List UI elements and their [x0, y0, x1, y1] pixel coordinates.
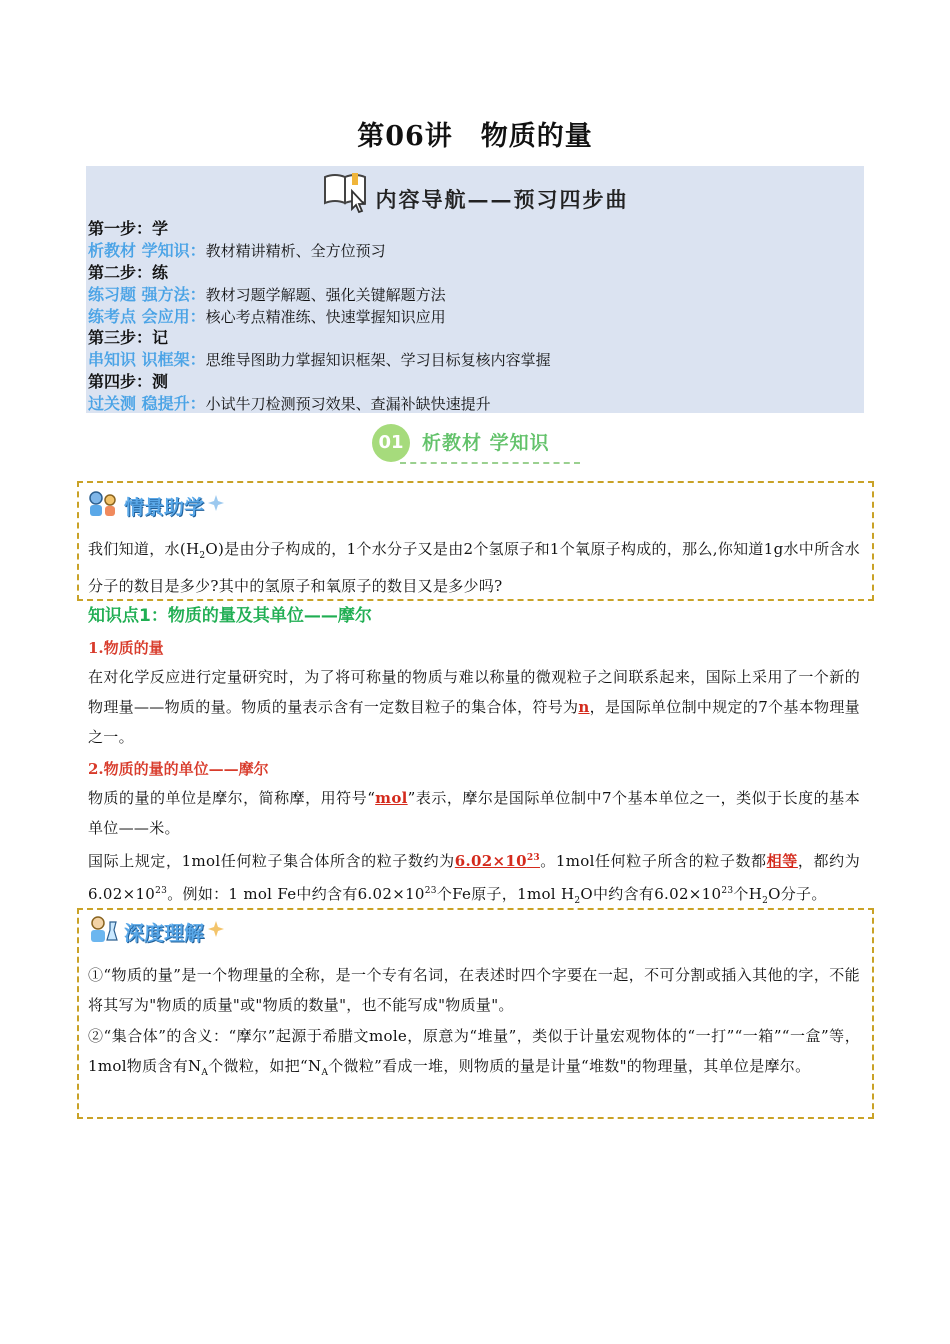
- nav-step-3: 第三步：记: [88, 328, 169, 348]
- kp1-paragraph-2: 物质的量的单位是摩尔，简称摩，用符号“mol”表示，摩尔是国际单位制中7个基本单位之一，类似于长度的基本单位——米。: [88, 789, 860, 837]
- page-title: 第06讲 物质的量: [357, 121, 593, 152]
- answer-avogadro: $6.02\times 10^{23}$: [454, 852, 540, 870]
- deep-paragraph-1: ①“物质的量”是一个物理量的全称，是一个专有名词，在表述时四个字要在一起，不可分割或插入其他的字，不能将其写为"物质的质量"或"物质的数量"，也不能写成"物质量"。: [88, 966, 860, 1014]
- answer-n: n: [578, 698, 590, 716]
- answer-equal: 相等: [766, 852, 798, 870]
- knowledge-point-title: 知识点1：物质的量及其单位——摩尔: [88, 606, 372, 626]
- nav-step-4: 第四步：测: [88, 372, 169, 392]
- nav-row-1: 析教材 学知识：教材精讲精析、全方位预习: [88, 240, 386, 260]
- sparkle-icon: [208, 495, 224, 515]
- nav-header: [86, 170, 864, 218]
- nav-row-4: 串知识 识框架：思维导图助力掌握知识框架、学习目标复核内容掌握: [88, 350, 551, 370]
- deep-understanding-badge: 深度理解: [86, 914, 224, 948]
- scientist-icon: [86, 914, 120, 948]
- nav-row-5: 过关测 稳提升：小试牛刀检测预习效果、查漏补缺快速提升: [88, 394, 491, 414]
- answer-mol: mol: [375, 789, 408, 807]
- scenario-badge: 情景助学: [86, 488, 224, 522]
- nav-row-2: 练习题 强方法：教材习题学解题、强化关键解题方法: [88, 284, 446, 304]
- kp1-paragraph-3: 国际上规定，1mol任何粒子集合体所含的粒子数约为$6.02\times 10^{23}$。1mol任何粒子所含的粒子数都相等，都约为$6.02\times 10^{23}$。例如：1 mol Fe中约含有$6.02\times 10^{23}$个Fe原子，1mol $H_2O$中约含有$6.02\times 10^{23}$个$H_2O$分子。: [88, 852, 860, 906]
- kids-icon: [86, 488, 120, 522]
- nav-row-3: 练考点 会应用：核心考点精准练、快速掌握知识应用: [88, 306, 446, 326]
- kp1-paragraph-1: 在对化学反应进行定量研究时，为了将可称量的物质与难以称量的微观粒子之间联系起来，国际上采用了一个新的物理量——物质的量。物质的量表示含有一定数目粒子的集合体，符号为n，是国际单位制中规定的7个基本物理量之一。: [88, 668, 860, 746]
- section-number: 01: [372, 424, 410, 462]
- section-divider: [400, 462, 580, 464]
- sparkle-icon: [208, 921, 224, 941]
- book-pointer-icon: [322, 169, 372, 219]
- subsection-title-2: 2.物质的量的单位——摩尔: [88, 760, 269, 778]
- section-label: 析教材 学知识: [422, 432, 550, 454]
- nav-step-2: 第二步：练: [88, 262, 169, 282]
- subsection-title-1: 1.物质的量: [88, 639, 164, 657]
- section-banner: [370, 422, 580, 464]
- nav-title: 内容导航——预习四步曲: [375, 187, 629, 212]
- scenario-text: 我们知道，水$(H_2O)$是由分子构成的，1个水分子又是由2个氢原子和1个氧原子构成的，那么,你知道1g水中所含水分子的数目是多少?其中的氢原子和氧原子的数目又是多少吗?: [88, 540, 860, 595]
- nav-step-1: 第一步：学: [88, 219, 169, 238]
- deep-paragraph-2: ②“集合体”的含义：“摩尔”起源于希腊文mole，原意为“堆量”，类似于计量宏观物体的“一打”“一箱”“一盒”等，1mol物质含有$N_A$个微粒，如把“$N_A$个微粒”看成一堆，则物质的量是计量“堆数"的物理量，其单位是摩尔。: [88, 1027, 860, 1078]
- content-navigation-panel: [86, 166, 864, 413]
